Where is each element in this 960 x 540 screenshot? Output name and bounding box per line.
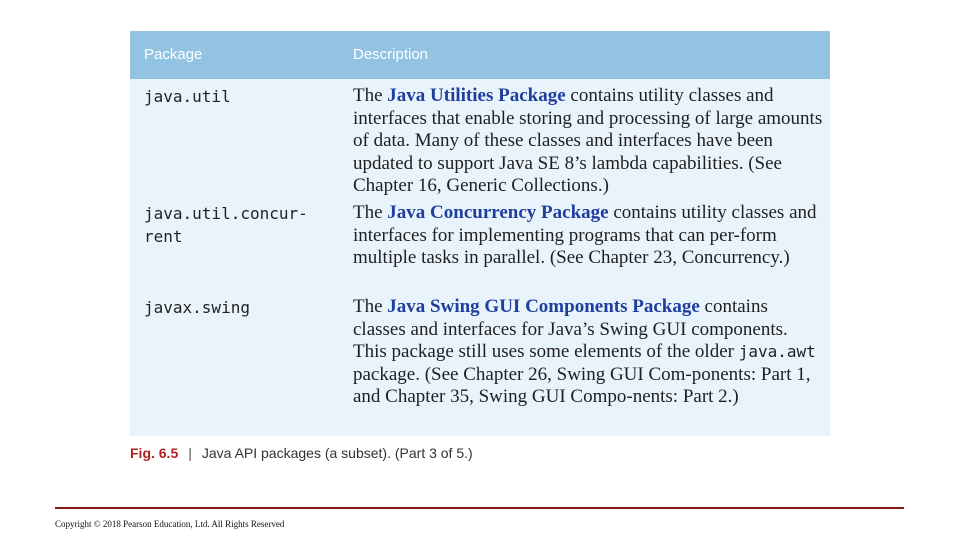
- table-header: [130, 31, 830, 79]
- description-text: contains utility classes and interfaces that enable storing and processing of large amounts of data. Many of these classes and interfaces have been updated to support Java SE 8’s lambda capabilities. (See Chapter 16, Generic Collections.): [353, 85, 823, 196]
- copyright-notice: Copyright © 2018 Pearson Education, Ltd. All Rights Reserved: [55, 519, 285, 529]
- description-text: The: [353, 202, 388, 223]
- description-text: The: [353, 296, 388, 317]
- caption-text: Java API packages (a subset). (Part 3 of 5.): [201, 445, 473, 461]
- description-text: The: [353, 85, 388, 106]
- figure-caption: [130, 445, 473, 461]
- inline-code: java.awt: [738, 342, 816, 361]
- figure-label: Fig. 6.5: [130, 445, 179, 461]
- header-description: Description: [353, 46, 429, 63]
- package-description: [353, 85, 823, 198]
- packages-table: [130, 31, 830, 436]
- description-text: contains classes and interfaces for Java’s Swing GUI components. This package still uses some elements of the older: [353, 296, 788, 362]
- caption-separator: |: [188, 445, 192, 461]
- package-highlight: Java Swing GUI Components Package: [387, 296, 700, 317]
- package-name: java.util: [144, 87, 231, 106]
- description-text: contains utility classes and interfaces for implementing programs that can per-form multiple tasks in parallel. (See Chapter 23, Concurrency.): [353, 202, 817, 268]
- package-highlight: Java Concurrency Package: [387, 202, 609, 223]
- package-highlight: Java Utilities Package: [387, 85, 566, 106]
- package-name: javax.swing: [144, 298, 250, 317]
- package-description: [353, 296, 823, 409]
- package-name: java.util.concur- rent: [144, 204, 308, 246]
- footer-rule: [55, 507, 904, 509]
- package-description: [353, 202, 823, 270]
- header-package: Package: [144, 46, 203, 63]
- description-text: package. (See Chapter 26, Swing GUI Com-ponents: Part 1, and Chapter 35, Swing GUI Compo-nents: Part 2.): [353, 363, 811, 407]
